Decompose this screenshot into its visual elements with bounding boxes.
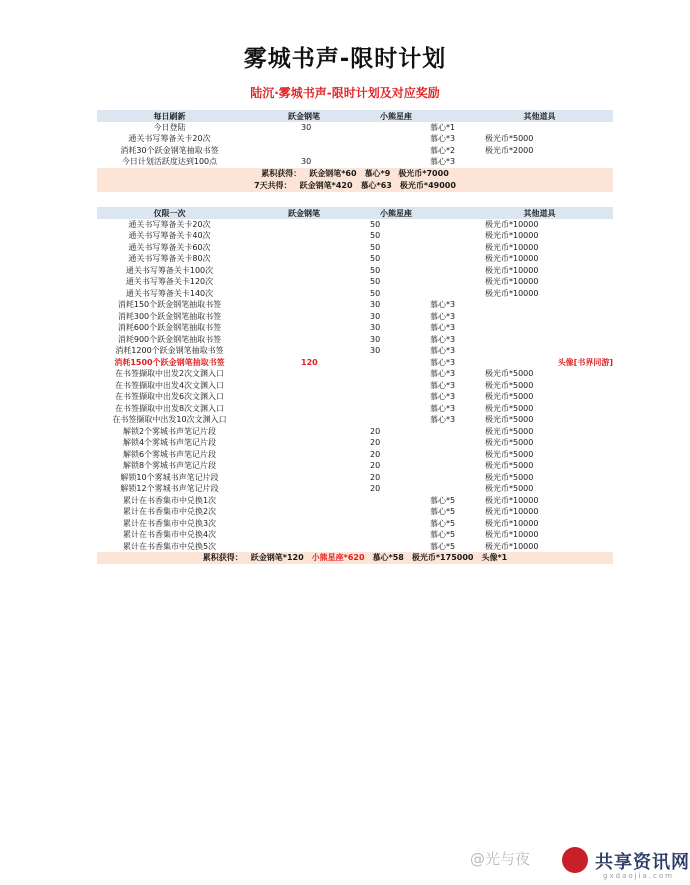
row-other: 极光币*5000 [485,380,534,390]
once-rows [97,219,613,553]
table-row [97,483,613,495]
row-task: 解锁4个雾城书声笔记片段 [122,438,217,447]
row-task: 解锁8个雾城书声笔记片段 [122,461,217,470]
row-mood: 慕心*3 [430,334,456,344]
row-mood: 慕心*3 [430,380,456,390]
row-other: 极光币*10000 [485,495,539,505]
table-row [97,506,613,518]
row-task: 消耗600个跃金钢笔抽取书签 [117,323,222,332]
row-mood: 慕心*5 [430,495,456,505]
row-other: 极光币*5000 [485,472,534,482]
once-total-mood: 慕心*58 [372,553,404,562]
table-row [97,368,613,380]
daily-week-label: 7天共得： [254,180,292,190]
table-row [97,334,613,346]
row-bear: 20 [370,472,381,482]
table-row [97,495,613,507]
row-other: 极光币*5000 [485,134,534,143]
daily-header-bear: 小熊星座 [380,112,412,121]
row-other: 极光币*5000 [485,369,534,378]
brand-name: 共享资讯网 [595,852,690,873]
row-task: 消耗30个跃金钢笔抽取书签 [120,145,219,155]
row-bear: 20 [370,461,381,470]
table-row [97,230,613,242]
row-task: 消耗150个跃金钢笔抽取书签 [117,300,222,309]
table-row [97,145,613,157]
row-other: 极光币*10000 [485,231,539,240]
row-bear: 50 [370,219,381,229]
row-bear: 50 [370,231,381,240]
table-row [97,322,613,334]
row-mood: 慕心*5 [430,530,456,539]
row-task: 累计在书香集市中兑换4次 [122,530,217,539]
table-row [97,460,613,472]
row-bear: 20 [370,484,381,493]
table-row [97,156,613,168]
once-total-pen: 跃金钢笔*120 [250,553,304,562]
table-row [97,133,613,145]
row-task: 累计在书香集市中兑换3次 [122,518,217,528]
row-bear: 20 [370,449,381,459]
table-row [97,414,613,426]
row-mood: 慕心*3 [430,415,456,424]
table-row [97,518,613,530]
table-row [97,437,613,449]
row-mood: 慕心*3 [430,323,456,332]
daily-header-pen: 跃金钢笔 [288,112,320,121]
table-row [97,449,613,461]
row-mood: 慕心*3 [430,300,456,309]
row-mood: 慕心*3 [430,134,456,143]
row-task: 在书签撷取中出发6次文渊入口 [114,392,225,401]
row-mood: 慕心*3 [430,392,456,401]
table-row [97,380,613,392]
table-row [97,122,613,134]
table-row [97,265,613,277]
once-table [97,207,613,564]
daily-header-row [97,110,613,122]
row-other: 极光币*5000 [485,403,534,413]
row-other: 极光币*5000 [485,415,534,424]
table-row [97,288,613,300]
row-task: 通关书写筹备关卡100次 [125,265,214,275]
daily-rows [97,122,613,168]
daily-total-mood: 慕心*9 [364,168,391,178]
row-bear: 50 [370,254,381,263]
row-task: 在书签撷取中出发8次文渊入口 [114,403,225,413]
row-other: 极光币*5000 [485,449,534,459]
once-total-label: 累积获得： [202,553,243,562]
row-mood: 慕心*2 [430,145,456,155]
row-mood: 慕心*5 [430,541,456,551]
daily-header-other: 其他道具 [523,112,556,121]
row-task: 通关书写筹备关卡120次 [125,277,214,286]
row-mood: 慕心*3 [430,311,456,321]
row-task: 累计在书香集市中兑换2次 [122,507,217,516]
row-other: 极光币*5000 [485,484,534,493]
once-header-task: 仅限一次 [153,209,186,218]
row-task: 累计在书香集市中兑换5次 [122,541,217,551]
table-row [97,311,613,323]
table-row [97,219,613,231]
row-bear: 30 [370,334,381,344]
row-bear: 30 [370,346,381,355]
row-bear: 30 [370,323,381,332]
row-task: 解锁2个雾城书声笔记片段 [122,426,217,436]
row-task: 今日计划活跃度达到100点 [121,157,218,166]
row-other: 头像[书界同游] [557,357,613,367]
row-other: 极光币*10000 [485,265,539,275]
row-mood: 慕心*5 [430,507,456,516]
table-row [97,299,613,311]
table-row [97,472,613,484]
row-task: 通关书写筹备关卡40次 [128,231,211,240]
brand-logo-icon [560,845,590,875]
page-subtitle: 陆沉·雾城书声-限时计划及对应奖励 [250,86,440,100]
row-task: 通关书写筹备关卡20次 [128,219,211,229]
row-other: 极光币*10000 [485,254,539,263]
daily-total-coin: 极光币*7000 [398,168,449,178]
row-pen: 30 [301,157,312,166]
table-row [97,426,613,438]
daily-total-label: 累积获得： [261,168,302,178]
table-row [97,357,613,369]
row-other: 极光币*5000 [485,438,534,447]
row-other: 极光币*5000 [485,392,534,401]
row-task: 通关书写筹备关卡80次 [128,254,211,263]
row-mood: 慕心*1 [430,122,456,132]
row-task: 解锁10个雾城书声笔记片段 [120,472,219,482]
row-other: 极光币*2000 [485,145,534,155]
once-header-other: 其他道具 [523,209,556,218]
row-other: 极光币*10000 [485,242,539,252]
row-task: 解锁6个雾城书声笔记片段 [122,449,217,459]
row-task: 消耗900个跃金钢笔抽取书签 [117,334,222,344]
once-header-bear: 小熊星座 [380,209,412,218]
row-task: 消耗1200个跃金钢笔抽取书签 [115,346,224,355]
row-task: 通关书写筹备关卡140次 [125,288,214,298]
row-bear: 30 [370,300,381,309]
daily-table [97,110,613,192]
row-mood: 慕心*3 [430,403,456,413]
table-row [97,391,613,403]
row-other: 极光币*10000 [485,277,539,286]
row-task: 通关书写筹备关卡20次 [128,134,211,143]
row-bear: 50 [370,265,381,275]
row-mood: 慕心*3 [430,369,456,378]
row-mood: 慕心*5 [430,518,456,528]
row-task: 累计在书香集市中兑换1次 [122,495,217,505]
row-task: 消耗300个跃金钢笔抽取书签 [117,311,222,321]
row-other: 极光币*10000 [485,288,539,298]
row-bear: 50 [370,288,381,298]
row-bear: 20 [370,438,381,447]
once-header-row [97,207,613,219]
table-row [97,541,613,553]
row-task: 今日登陆 [153,122,186,132]
brand-url: gxdaojia.com [603,872,674,880]
row-mood: 慕心*3 [430,357,456,367]
once-total-coin: 极光币*175000 [411,553,474,562]
row-task: 消耗1500个跃金钢笔抽取书签 [114,357,225,367]
row-mood: 慕心*3 [430,346,456,355]
daily-total-pen: 跃金钢笔*60 [309,168,357,178]
daily-total-row [97,168,613,180]
row-bear: 20 [370,426,381,436]
row-bear: 30 [370,311,381,321]
row-task: 解锁12个雾城书声笔记片段 [120,484,219,493]
row-other: 极光币*5000 [485,461,534,470]
watermark-text: @光与夜 [470,850,531,868]
daily-week-mood: 慕心*63 [360,180,392,190]
once-total-row [97,552,613,564]
daily-week-row [97,180,613,192]
row-other: 极光币*10000 [485,530,539,539]
table-row [97,253,613,265]
row-mood: 慕心*3 [430,157,456,166]
page-title: 雾城书声-限时计划 [243,46,447,72]
row-other: 极光币*10000 [485,219,539,229]
daily-week-coin: 极光币*49000 [399,180,456,190]
row-other: 极光币*10000 [485,541,539,551]
row-pen: 120 [301,357,318,367]
table-row [97,345,613,357]
row-pen: 30 [301,122,312,132]
daily-week-pen: 跃金钢笔*420 [299,180,353,190]
row-other: 极光币*5000 [485,426,534,436]
once-header-pen: 跃金钢笔 [288,209,320,218]
once-total-bear: 小熊星座*620 [311,553,365,562]
table-row [97,403,613,415]
row-other: 极光币*10000 [485,518,539,528]
row-other: 极光币*10000 [485,507,539,516]
table-row [97,242,613,254]
row-task: 通关书写筹备关卡60次 [128,242,211,252]
once-total-avatar: 头像*1 [481,553,508,562]
table-row [97,276,613,288]
row-task: 在书签撷取中出发10次文渊入口 [112,415,227,424]
table-row [97,529,613,541]
row-task: 在书签撷取中出发2次文渊入口 [114,369,225,378]
row-task: 在书签撷取中出发4次文渊入口 [114,380,225,390]
row-bear: 50 [370,242,381,252]
daily-header-task: 每日刷新 [153,112,186,121]
row-bear: 50 [370,277,381,286]
